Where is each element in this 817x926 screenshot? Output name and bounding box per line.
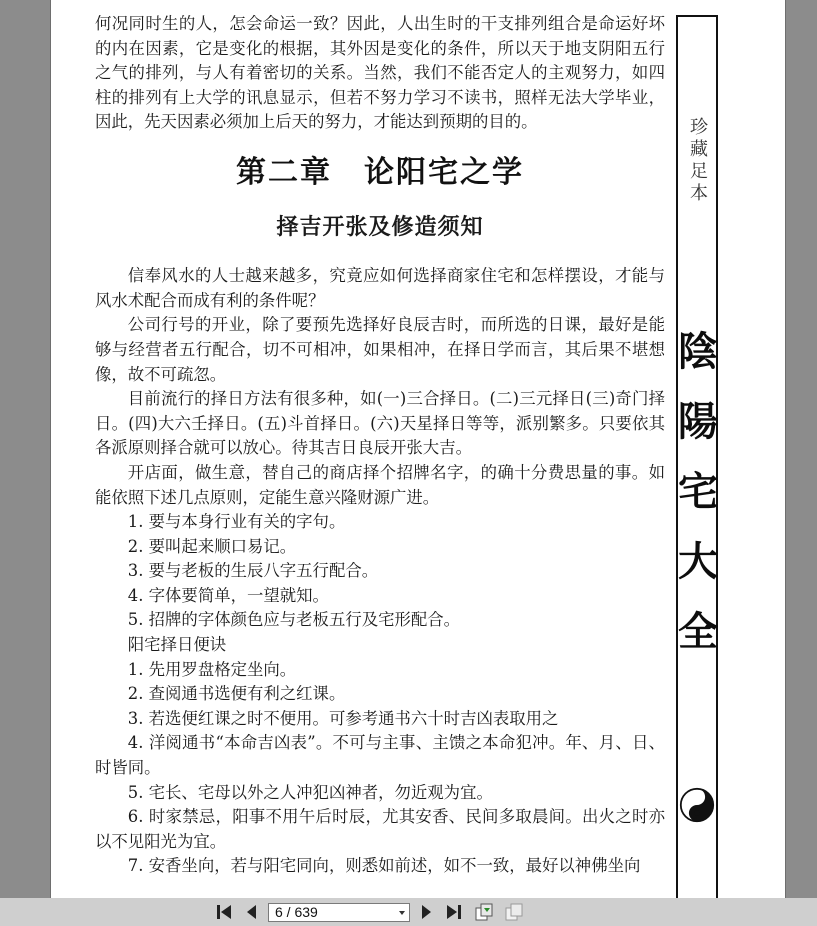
paragraph: 公司行号的开业，除了要预先选择好良辰吉时，而所选的日课，最好是能够与经营者五行配合，切不可相冲，如果相冲，在择日学而言，其后果不堪想像，故不可疏忽。 <box>95 315 665 384</box>
series-title-char: 宅 <box>678 468 718 515</box>
list-item: 3. 若选便红课之时不便用。可参考通书六十时吉凶表取用之 <box>127 708 559 728</box>
chapter-title: 第二章 论阳宅之学 <box>236 154 524 190</box>
document-page <box>50 0 786 898</box>
last-page-icon[interactable] <box>444 902 464 922</box>
list-item: 1. 要与本身行业有关的字句。 <box>127 512 346 532</box>
first-page-icon[interactable] <box>214 902 234 922</box>
paragraph: 开店面，做生意，替自己的商店择个招牌名字，的确十分费思量的事。如能依照下述几点原则，定能生意兴隆财源广进。 <box>95 462 665 507</box>
series-title-char: 大 <box>678 538 718 585</box>
series-title-char: 陰 <box>678 328 718 375</box>
page-number-field[interactable] <box>268 903 410 922</box>
taiji-icon <box>679 787 715 823</box>
book-spine-column <box>676 15 718 898</box>
series-title <box>678 317 716 667</box>
series-title-char: 全 <box>678 608 718 655</box>
extract-pages-icon[interactable] <box>474 902 494 922</box>
previous-page-icon[interactable] <box>242 902 262 922</box>
chevron-down-icon[interactable] <box>399 911 405 915</box>
page-body <box>95 12 665 879</box>
list-item: 4. 洋阅通书“本命吉凶表”。不可与主事、主馈之本命犯冲。年、月、日、时皆同。 <box>95 733 665 778</box>
list-item: 4. 字体要简单，一望就知。 <box>127 585 329 605</box>
paragraph: 目前流行的择日方法有很多种，如(一)三合择日。(二)三元择日(三)奇门择日。(四)大六壬择日。(五)斗首择日。(六)天星择日等等，派别繁多。只要依其各派原则择合就可以放心。待其吉日良辰开张大吉。 <box>95 389 665 458</box>
selection-heading: 阳宅择日便诀 <box>127 635 227 655</box>
list-item: 2. 查阅通书选便有利之红课。 <box>127 684 346 704</box>
list-item: 7. 安香坐向，若与阳宅同向，则悉如前述，如不一致，最好以神佛坐向 <box>127 856 641 876</box>
list-item: 5. 宅长、宅母以外之人冲犯凶神者，勿近观为宜。 <box>127 782 493 802</box>
list-item: 6. 时家禁忌，阳事不用午后时辰，尤其安香、民间多取晨间。出火之时亦以不见阳光为宜。 <box>95 807 665 851</box>
list-item: 2. 要叫起来顺口易记。 <box>127 536 297 556</box>
viewer-toolbar <box>0 898 817 926</box>
insert-pages-icon[interactable] <box>504 902 524 922</box>
series-title-char: 陽 <box>678 398 718 445</box>
next-page-icon[interactable] <box>416 902 436 922</box>
section-title: 择吉开张及修造须知 <box>276 214 484 240</box>
opening-paragraph: 何况同时生的人，怎会命运一致？因此，人出生时的干支排列组合是命运好坏的内在因素，它是变化的根据，其外因是变化的条件，所以天于地支阴阳五行之气的排列，与人有着密切的关系。当然，我们不能否定人的主观努力，如四柱的排列有上大学的讯息显示，但若不努力学习不读书，照样无法大学毕业，因此，先天因素必须加上后天的努力，才能达到预期的目的。 <box>95 14 665 132</box>
page-indicator: 6 / 639 <box>275 904 318 920</box>
list-item: 3. 要与老板的生辰八字五行配合。 <box>127 561 379 581</box>
collector-seal: 珍藏足本 <box>690 117 708 204</box>
list-item: 1. 先用罗盘格定坐向。 <box>127 659 297 679</box>
list-item: 5. 招牌的字体颜色应与老板五行及宅形配合。 <box>127 610 461 630</box>
paragraph: 信奉风水的人士越来越多，究竟应如何选择商家住宅和怎样摆设，才能与风水术配合而成有利的条件呢？ <box>95 266 665 310</box>
